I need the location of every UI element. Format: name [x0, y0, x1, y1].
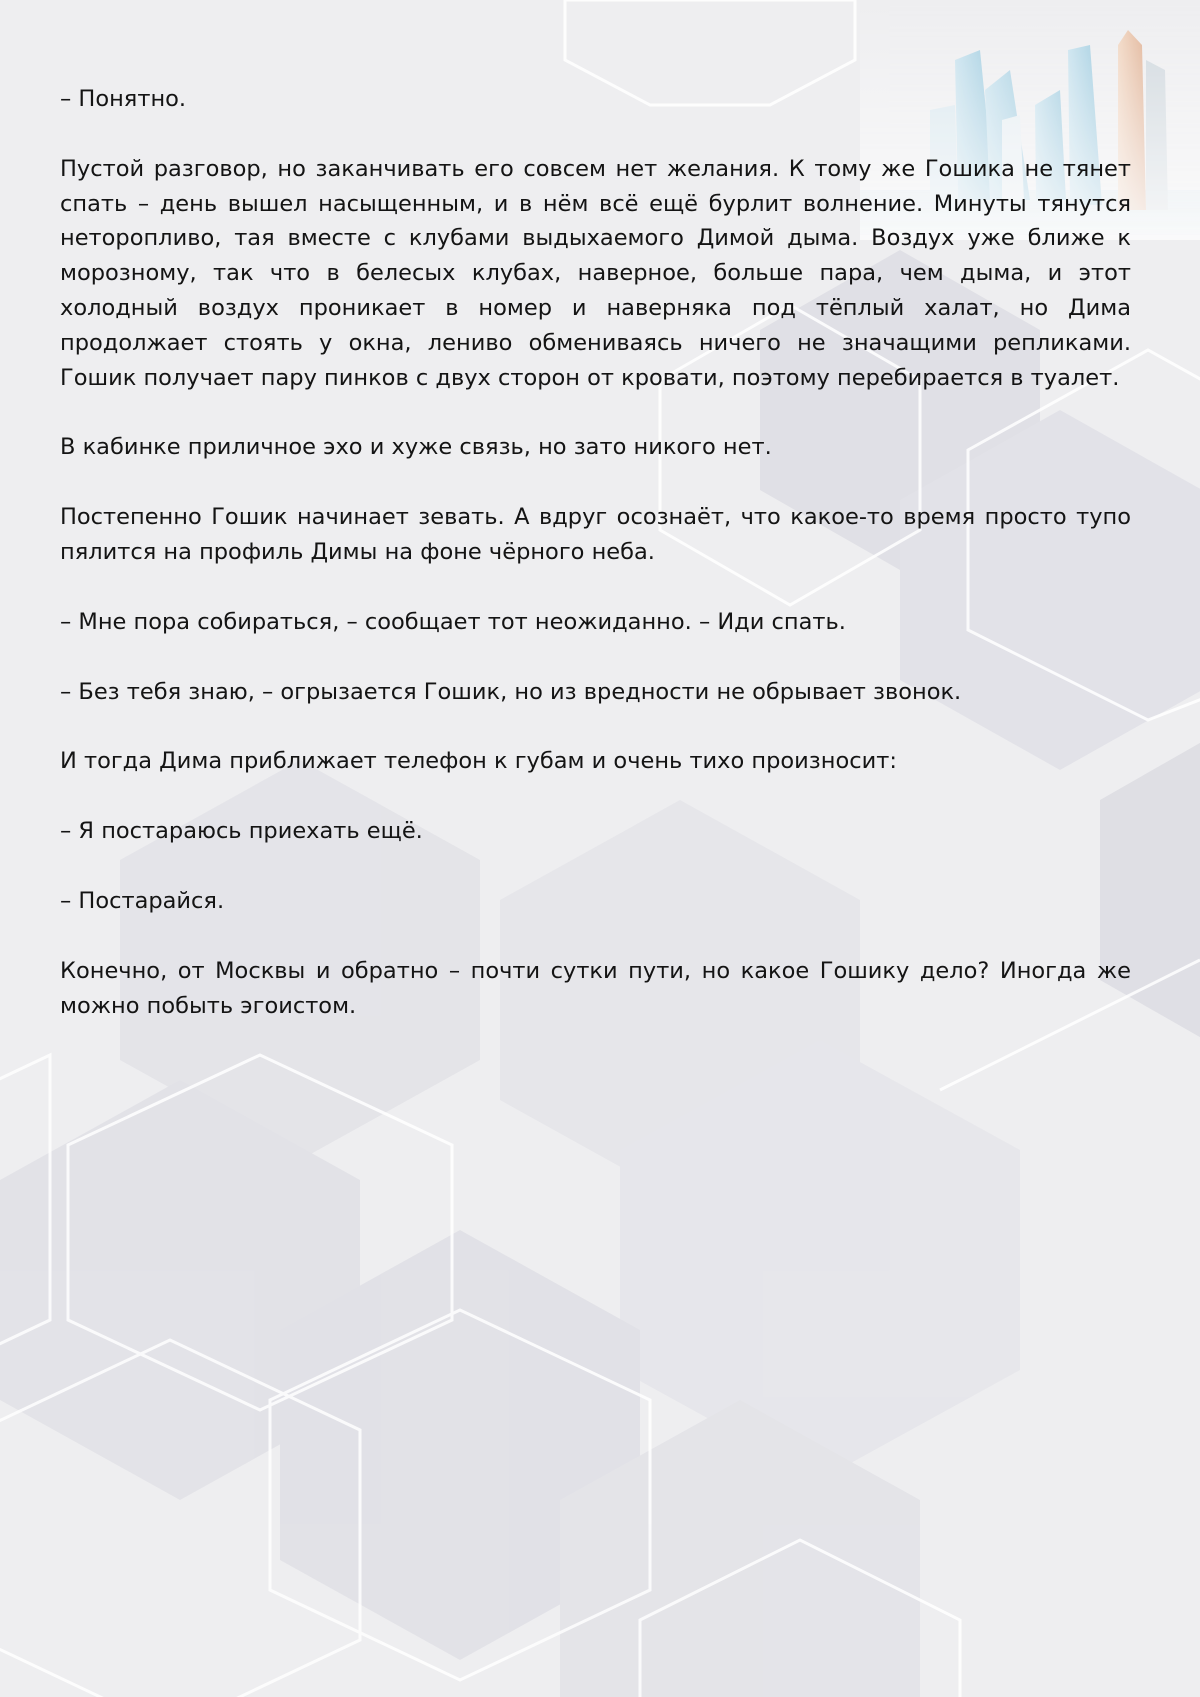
paragraph: – Постарайся. [60, 887, 225, 914]
paragraph: В кабинке приличное эхо и хуже связь, но зато никого нет. [60, 434, 772, 461]
paragraph: Пустой разговор, но заканчивать его совсем нет желания. К тому же Гошика не тянет спать – день вышел насыщенным, и в нём всё ещё бурлит волнение. Минуты тянутся неторопливо, тая вместе с клубами выдыхаемого Димой дыма. Воздух уже ближе к морозному, так что в белесых клубах, наверное, больше пара, чем дыма, и этот холодный воздух проникает в номер и наверняка под тёплый халат, но Дима продолжает стоять у окна, лениво обмениваясь ничего не значащими репликами. Гошик получает пару пинков с двух сторон от кровати, поэтому перебирается в туалет. [60, 155, 1131, 391]
paragraph: – Мне пора собираться, – сообщает тот неожиданно. – Иди спать. [60, 608, 846, 635]
document-text [60, 82, 1131, 1058]
paragraph: И тогда Дима приближает телефон к губам и очень тихо произносит: [60, 748, 897, 775]
paragraph: – Без тебя знаю, – огрызается Гошик, но из вредности не обрывает звонок. [60, 678, 962, 705]
paragraph: – Я постараюсь приехать ещё. [60, 818, 423, 845]
paragraph: Конечно, от Москвы и обратно – почти сутки пути, но какое Гошику дело? Иногда же можно побыть эгоистом. [60, 957, 1131, 1019]
paragraph: Постепенно Гошик начинает зевать. А вдруг осознаёт, что какое-то время просто тупо пялится на профиль Димы на фоне чёрного неба. [60, 504, 1131, 565]
paragraph: – Понятно. [60, 86, 187, 112]
